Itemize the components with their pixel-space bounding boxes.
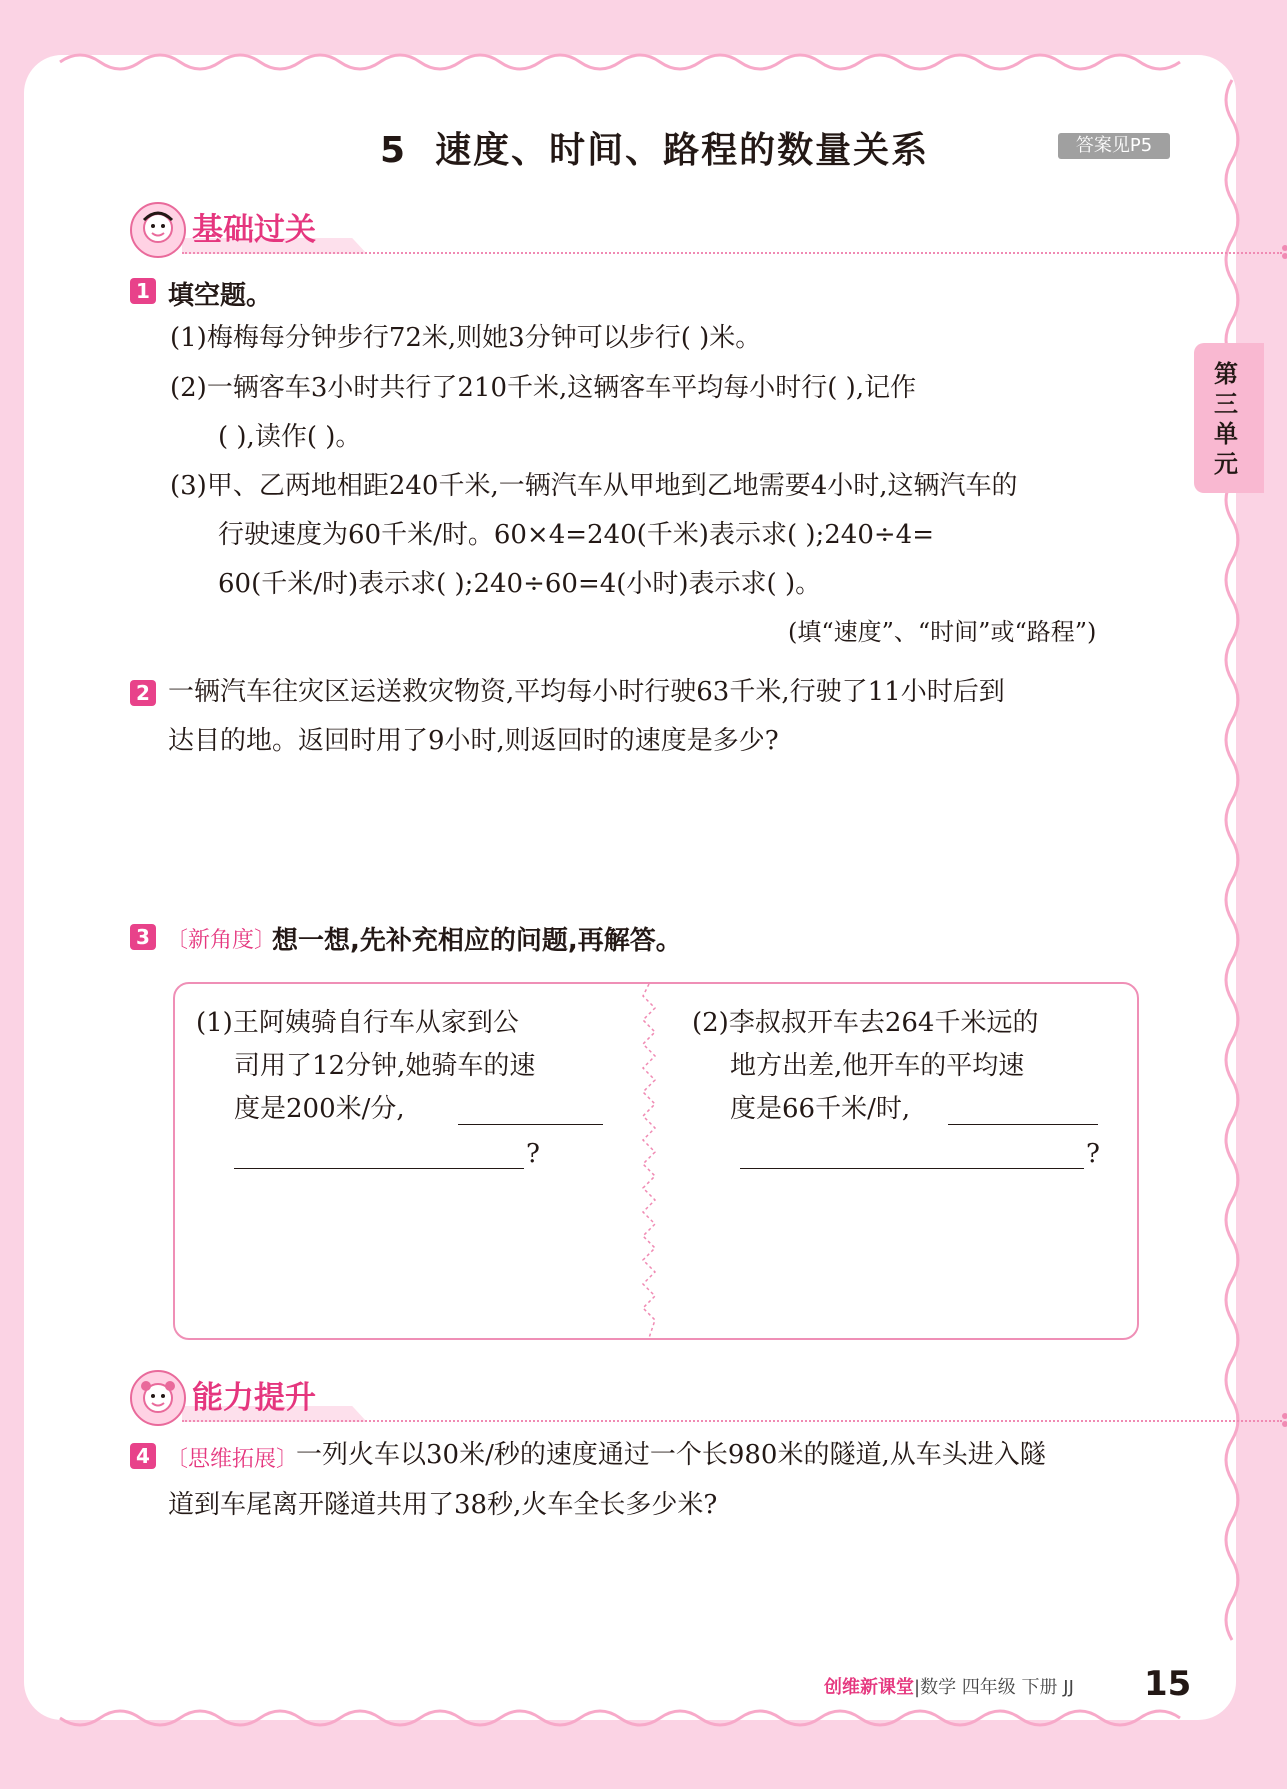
question-line: ( ),读作( )。 — [218, 422, 362, 452]
lesson-number: 5 — [380, 130, 408, 171]
lesson-title — [380, 122, 929, 173]
unit-side-tab-char: 元 — [1214, 450, 1238, 478]
unit-side-tab[interactable] — [1194, 343, 1264, 493]
sub-question-left-line: 度是200米/分, — [234, 1094, 405, 1124]
question-number-badge: 4 — [130, 1443, 156, 1469]
unit-side-tab-char: 第 — [1214, 360, 1238, 388]
section-divider — [182, 252, 1282, 254]
answer-reference-badge: 答案见P5 — [1058, 133, 1170, 159]
footer-info — [824, 1673, 1074, 1703]
zigzag-divider — [641, 984, 657, 1338]
sub-question-right-end: ? — [1086, 1139, 1100, 1169]
divider-dots-icon — [1280, 1412, 1287, 1428]
question-line: 一辆汽车往灾区运送救灾物资,平均每小时行驶63千米,行驶了11小时后到 — [168, 677, 1005, 707]
footer-edition: JJ — [1063, 1677, 1074, 1698]
sub-question-right-line: 度是66千米/时, — [730, 1094, 911, 1124]
question-line: 一列火车以30米/秒的速度通过一个长980米的隧道,从车头进入隧 — [296, 1440, 1046, 1470]
unit-side-tab-char: 三 — [1214, 390, 1238, 418]
unit-side-tab-char: 单 — [1214, 420, 1238, 448]
question-number-badge: 2 — [130, 680, 156, 706]
question-number-badge: 1 — [130, 278, 156, 304]
question-tag: 〔新角度〕 — [166, 928, 277, 953]
sub-question-left-line: (1)王阿姨骑自行车从家到公 — [196, 1008, 519, 1038]
section-divider — [182, 1420, 1282, 1422]
sub-question-right-line: 地方出差,他开车的平均速 — [730, 1051, 1025, 1081]
sub-question-left-end: ? — [526, 1139, 540, 1169]
section-label: 能力提升 — [192, 1380, 316, 1416]
unit-side-tab-text — [1194, 359, 1258, 479]
question-line: 道到车尾离开隧道共用了38秒,火车全长多少米? — [168, 1490, 718, 1520]
section-label: 基础过关 — [192, 212, 316, 248]
answer-blank[interactable] — [234, 1168, 524, 1169]
question-line: (2)一辆客车3小时共行了210千米,这辆客车平均每小时行( ),记作 — [170, 373, 917, 403]
sub-question-left-line: 司用了12分钟,她骑车的速 — [234, 1051, 536, 1081]
question-tag: 〔思维拓展〕 — [166, 1447, 299, 1472]
footer-brand: 创维新课堂 — [824, 1677, 914, 1698]
unit-side-tab-label — [1194, 359, 1258, 479]
footer-grade: 四年级 — [961, 1677, 1016, 1698]
question-line: 60(千米/时)表示求( );240÷60=4(小时)表示求( )。 — [218, 569, 822, 599]
footer-subject: 数学 — [920, 1677, 957, 1698]
lesson-title-text: 速度、时间、路程的数量关系 — [435, 130, 930, 171]
question-title: 想一想,先补充相应的问题,再解答。 — [272, 926, 682, 956]
question-line: (3)甲、乙两地相距240千米,一辆汽车从甲地到乙地需要4小时,这辆汽车的 — [170, 471, 1018, 501]
answer-blank[interactable] — [740, 1168, 1084, 1169]
answer-blank[interactable] — [948, 1124, 1098, 1125]
footer-volume: 下册 — [1021, 1677, 1058, 1698]
divider-dots-icon — [1280, 244, 1287, 260]
mascot-icon — [130, 202, 186, 258]
sub-question-right-line: (2)李叔叔开车去264千米远的 — [692, 1008, 1039, 1038]
question-title: 填空题。 — [168, 281, 273, 311]
question-number-badge: 3 — [130, 924, 156, 950]
question-line: 行驶速度为60千米/时。60×4=240(千米)表示求( );240÷4= — [218, 520, 935, 550]
question-line: 达目的地。返回时用了9小时,则返回时的速度是多少? — [168, 726, 779, 756]
mascot-icon — [130, 1370, 186, 1426]
question-note: (填“速度”、“时间”或“路程”) — [788, 618, 1097, 646]
question-line: (1)梅梅每分钟步行72米,则她3分钟可以步行( )米。 — [170, 323, 762, 353]
footer-separator: | — [914, 1677, 921, 1698]
page-number: 15 — [1144, 1664, 1192, 1704]
answer-blank[interactable] — [458, 1124, 603, 1125]
